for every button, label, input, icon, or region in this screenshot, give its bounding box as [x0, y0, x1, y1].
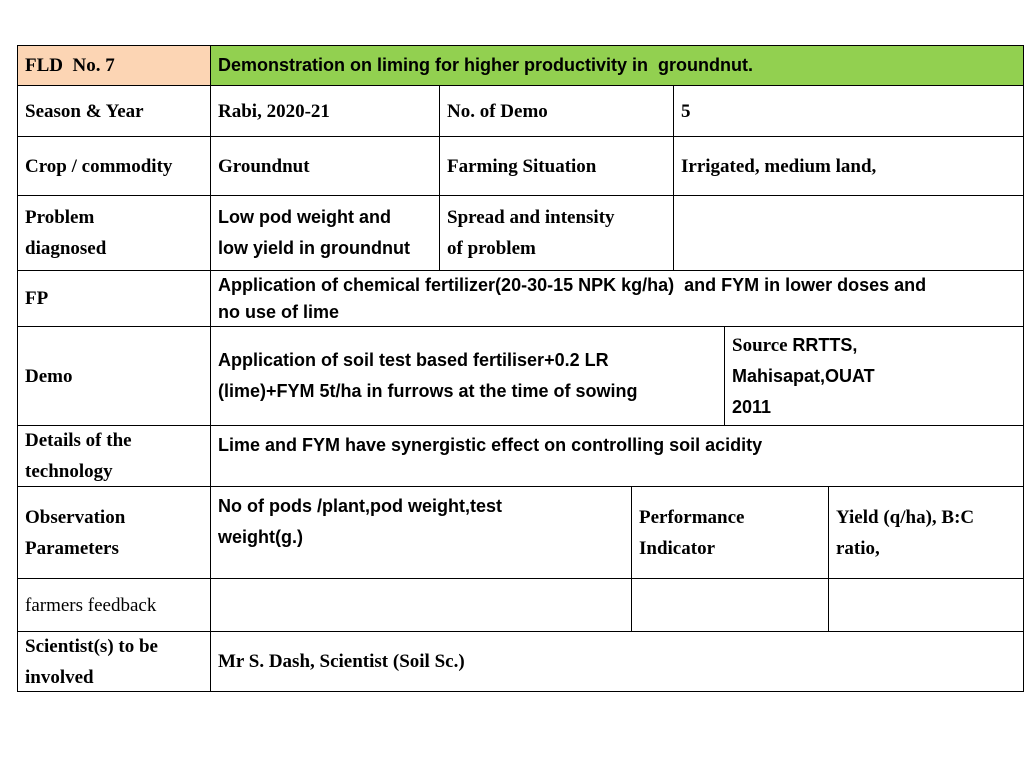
problem-label-cell [17, 195, 211, 271]
season-value-cell [210, 85, 440, 137]
demo-value-cell [210, 326, 725, 426]
farming-situation-label-cell [439, 136, 674, 196]
demo-source-line3: 2011 [732, 396, 772, 417]
farming-situation-label: Farming Situation [447, 155, 597, 177]
fld-number: FLD No. 7 [25, 55, 115, 76]
season-label: Season & Year [25, 100, 144, 122]
demo-source-word: Source [732, 334, 793, 356]
observation-label-line2: Parameters [25, 537, 119, 559]
demo-label: Demo [25, 365, 73, 387]
crop-label-cell [17, 136, 211, 196]
farming-situation-value-cell [673, 136, 1024, 196]
demo-count-label: No. of Demo [447, 100, 548, 122]
scientist-label-cell [17, 631, 211, 692]
fp-value-line2: no use of lime [218, 301, 340, 322]
details-value: Lime and FYM have synergistic effect on controlling soil acidity [218, 435, 763, 455]
demo-count-label-cell [439, 85, 674, 137]
fld-title: Demonstration on liming for higher productivity in groundnut. [218, 55, 753, 75]
problem-value-line1: Low pod weight and [218, 207, 391, 227]
season-label-cell [17, 85, 211, 137]
problem-value-cell [210, 195, 440, 271]
scientist-label-line1: Scientist(s) to be [25, 635, 158, 657]
scientist-label-line2: involved [25, 666, 94, 688]
performance-indicator-line2: Indicator [639, 537, 715, 559]
yield-cell [828, 486, 1024, 579]
feedback-label-cell [17, 578, 211, 632]
performance-indicator-line1: Performance [639, 506, 745, 528]
fp-label-cell [17, 270, 211, 327]
spread-label-cell [439, 195, 674, 271]
scientist-value: Mr S. Dash, Scientist (Soil Sc.) [218, 651, 465, 672]
observation-value-line1: No of pods /plant,pod weight,test [218, 496, 502, 516]
fld-title-cell [210, 45, 1024, 86]
demo-label-cell [17, 326, 211, 426]
demo-source-line2: Mahisapat,OUAT [732, 365, 875, 386]
observation-label-cell [17, 486, 211, 579]
feedback-col4-cell [828, 578, 1024, 632]
demo-count-value: 5 [681, 100, 691, 122]
details-label-line1: Details of the [25, 430, 132, 451]
observation-value-cell [210, 486, 632, 579]
crop-label: Crop / commodity [25, 155, 173, 177]
demo-value-line1: Application of soil test based fertiliser+0.2 LR [218, 350, 609, 370]
fp-value-line1: Application of chemical fertilizer(20-30-15 NPK kg/ha) and FYM in lower doses and [218, 274, 927, 295]
spread-label-line1: Spread and intensity [447, 207, 615, 228]
demo-value-line2: (lime)+FYM 5t/ha in furrows at the time of sowing [218, 381, 638, 401]
fld-number-cell [17, 45, 211, 86]
details-value-cell [210, 425, 1024, 487]
yield-line2: ratio, [836, 537, 880, 559]
performance-indicator-cell [631, 486, 829, 579]
details-label-cell [17, 425, 211, 487]
fp-value-cell [210, 270, 1024, 327]
observation-value-line2: weight(g.) [218, 527, 303, 547]
crop-value: Groundnut [218, 155, 310, 177]
feedback-label: farmers feedback [25, 594, 157, 616]
feedback-col3-cell [631, 578, 829, 632]
farming-situation-value: Irrigated, medium land, [681, 155, 877, 177]
fp-label: FP [25, 288, 49, 309]
crop-value-cell [210, 136, 440, 196]
details-label-line2: technology [25, 461, 113, 482]
problem-value-line2: low yield in groundnut [218, 238, 410, 258]
yield-line1: Yield (q/ha), B:C [836, 506, 975, 528]
observation-label-line1: Observation [25, 506, 126, 528]
demo-source-cell [724, 326, 1024, 426]
problem-label-line1: Problem [25, 207, 95, 228]
demo-count-value-cell [673, 85, 1024, 137]
demo-source-line1 [732, 330, 1016, 361]
demo-source-org: RRTTS, [792, 334, 858, 355]
spread-value-cell [673, 195, 1024, 271]
scientist-value-cell [210, 631, 1024, 692]
feedback-col2-cell [210, 578, 632, 632]
spread-label-line2: of problem [447, 238, 536, 259]
season-value: Rabi, 2020-21 [218, 100, 330, 122]
problem-label-line2: diagnosed [25, 238, 107, 259]
